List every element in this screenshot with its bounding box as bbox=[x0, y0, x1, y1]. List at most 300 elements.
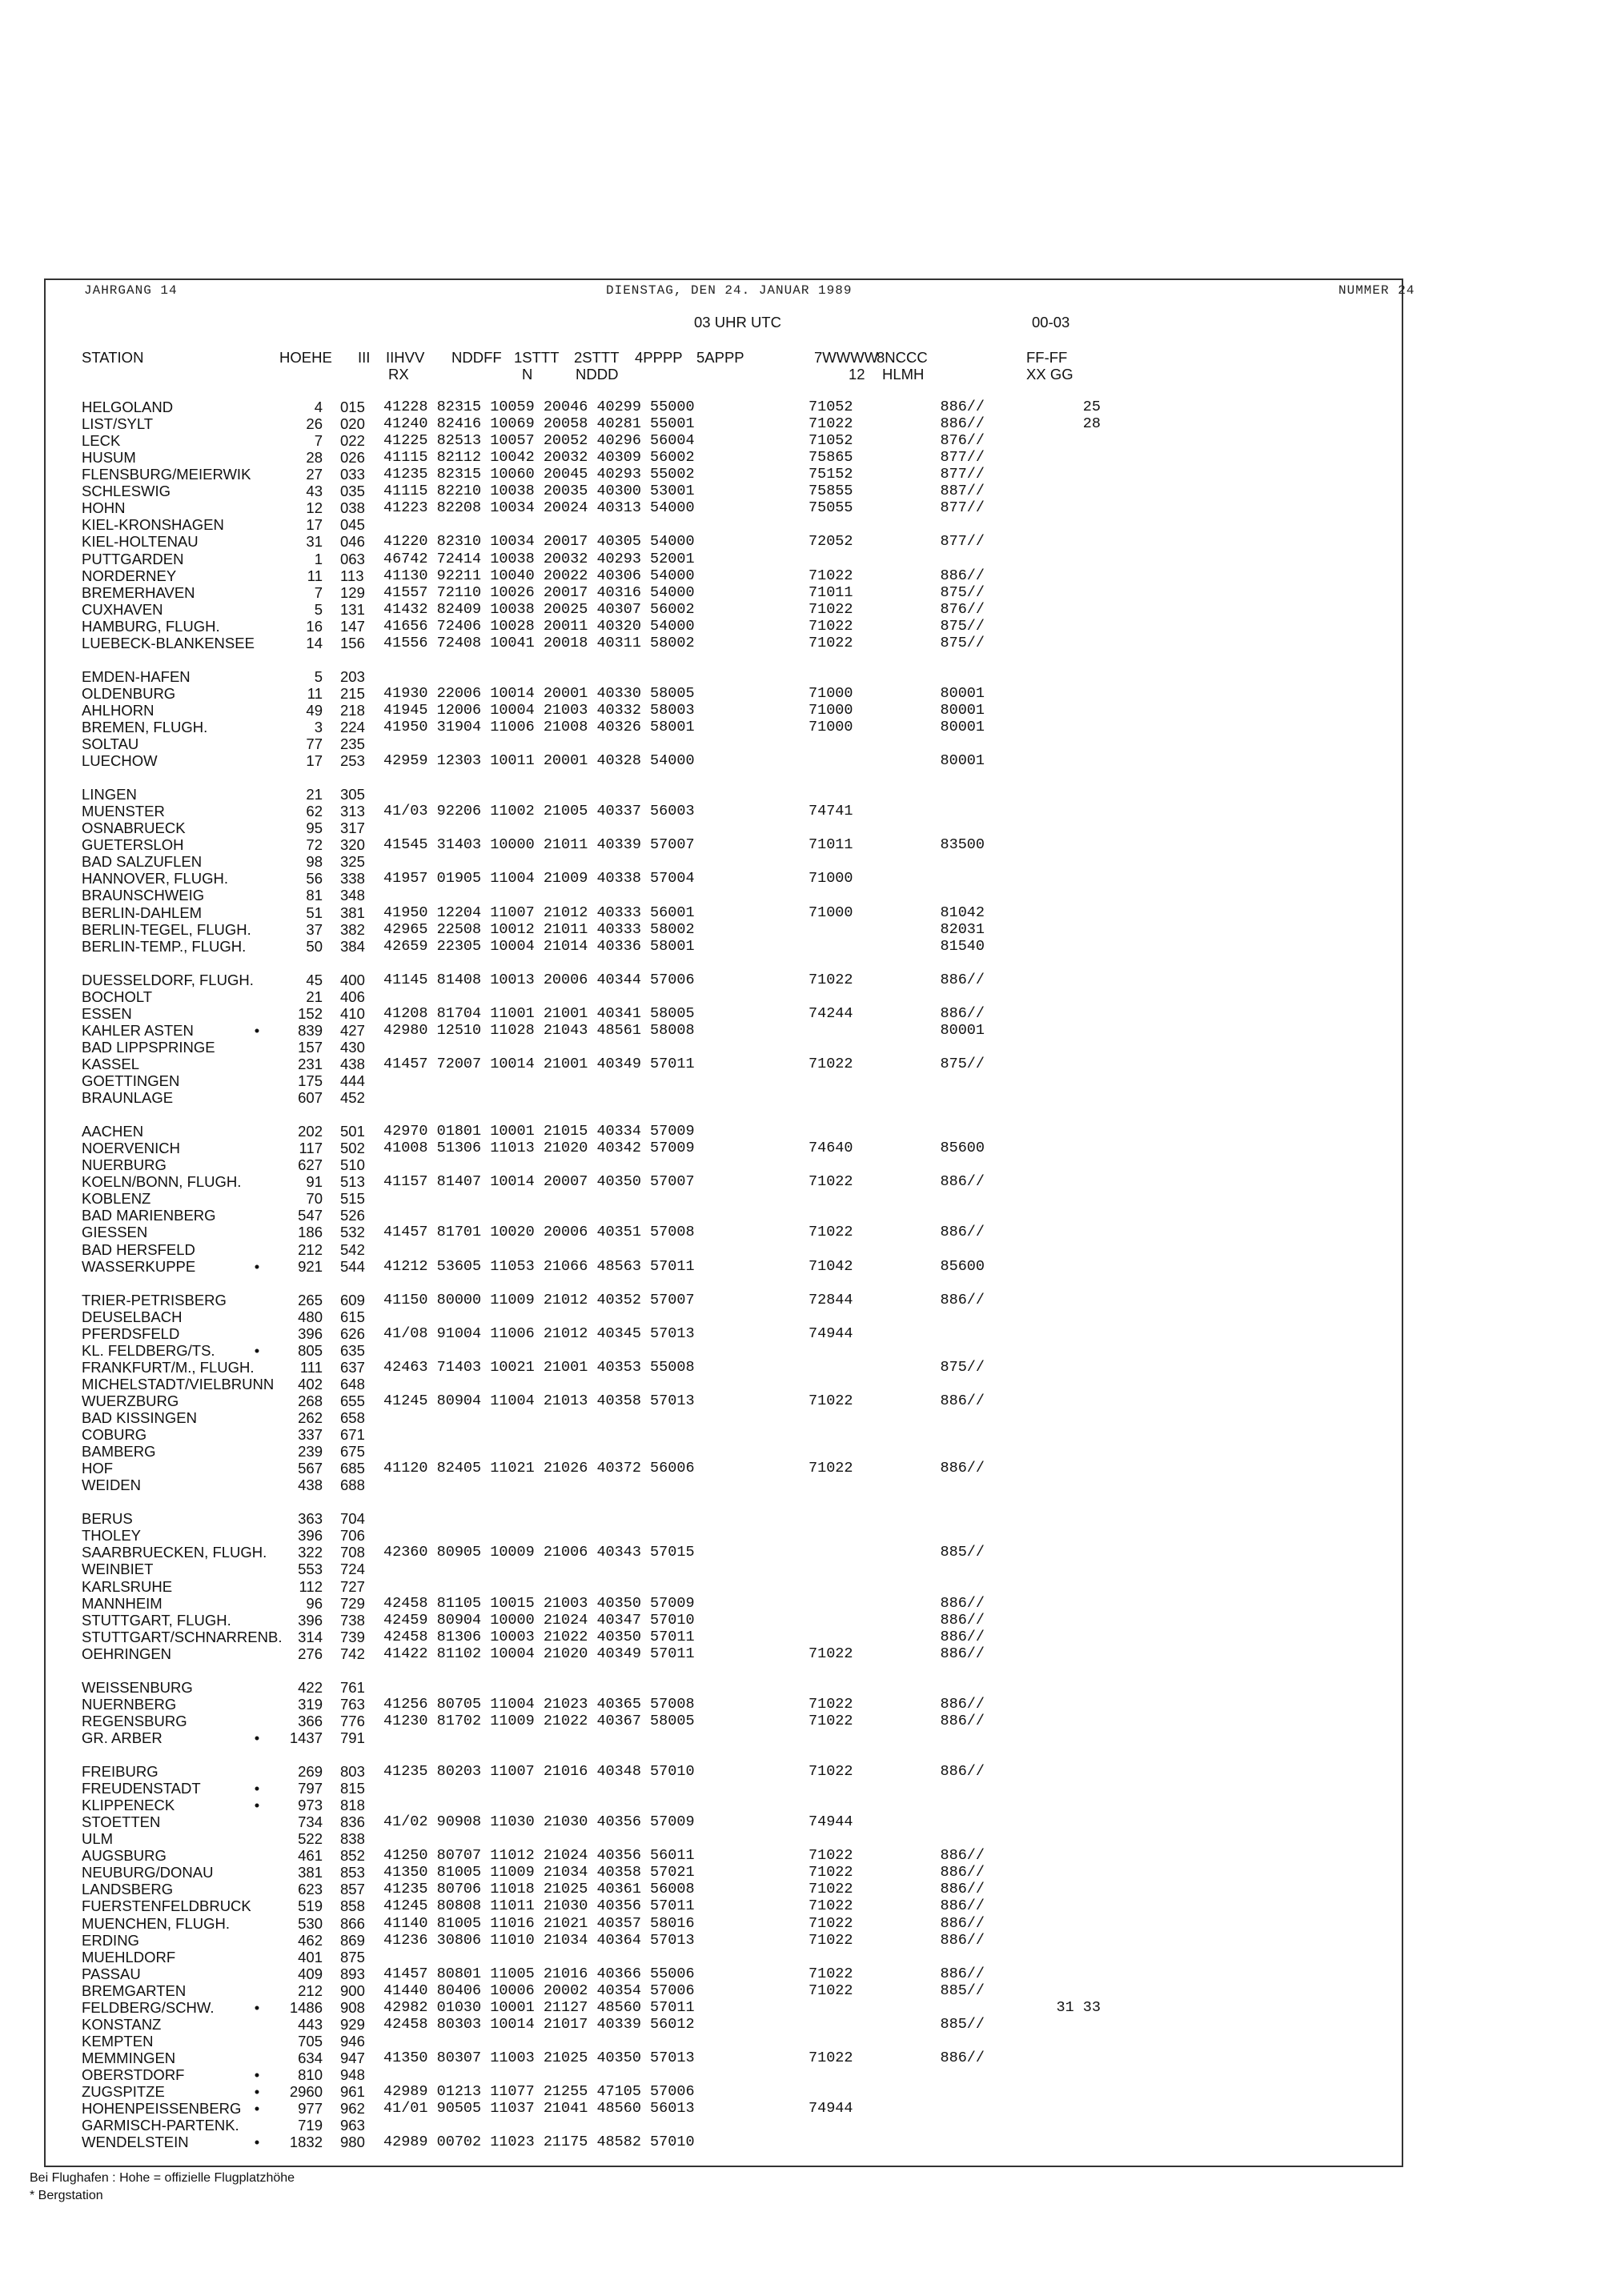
observation-groups: 41950 12204 11007 21012 40333 56001 bbox=[383, 904, 695, 921]
station-number: 858 bbox=[340, 1897, 365, 1915]
station-number: 946 bbox=[340, 2032, 365, 2050]
station-name: KASSEL bbox=[82, 1055, 139, 1072]
station-number: 317 bbox=[340, 819, 365, 837]
station-height: 519 bbox=[298, 1897, 323, 1915]
cloud-group: 875// bbox=[940, 634, 985, 651]
station-name: HOHENPEISSENBERG bbox=[82, 2100, 242, 2117]
station-height: 623 bbox=[298, 1881, 323, 1898]
col-group4: 2STTT bbox=[574, 349, 620, 366]
station-name: BERLIN-DAHLEM bbox=[82, 904, 203, 921]
table-row bbox=[46, 1072, 1402, 1089]
station-name: GOETTINGEN bbox=[82, 1072, 180, 1089]
station-name: REGENSBURG bbox=[82, 1712, 187, 1729]
station-name: BRAUNSCHWEIG bbox=[82, 887, 205, 904]
table-row bbox=[46, 1005, 1402, 1022]
observation-groups: 41150 80000 11009 21012 40352 57007 bbox=[383, 1291, 695, 1308]
station-height: 62 bbox=[306, 803, 323, 820]
observation-groups: 41245 80904 11004 21013 40358 57013 bbox=[383, 1392, 695, 1409]
observation-groups: 41/08 91004 11006 21012 40345 57013 bbox=[383, 1324, 695, 1342]
table-row bbox=[46, 1797, 1402, 1813]
table-row bbox=[46, 1392, 1402, 1409]
station-height: 91 bbox=[306, 1173, 323, 1191]
cloud-group: 82031 bbox=[940, 920, 985, 938]
table-row bbox=[46, 1325, 1402, 1342]
observation-groups: 42459 80904 10000 21024 40347 57010 bbox=[383, 1611, 695, 1629]
station-height: 337 bbox=[298, 1426, 323, 1443]
cloud-group: 877// bbox=[940, 466, 985, 483]
col-group8: 8NCCC bbox=[877, 349, 928, 366]
observation-groups: 41235 80706 11018 21025 40361 56008 bbox=[383, 1881, 695, 1898]
cloud-group: 875// bbox=[940, 1358, 985, 1376]
station-height: 553 bbox=[298, 1561, 323, 1578]
col-group1-sub: RX bbox=[388, 366, 409, 383]
cloud-group: 886// bbox=[940, 1931, 985, 1949]
station-name: KARLSRUHE bbox=[82, 1577, 173, 1595]
station-height: 262 bbox=[298, 1409, 323, 1426]
station-name: LIST/SYLT bbox=[82, 415, 154, 433]
table-row bbox=[46, 1561, 1402, 1577]
station-height: 627 bbox=[298, 1156, 323, 1174]
station-number: 020 bbox=[340, 415, 365, 433]
table-row bbox=[46, 2134, 1402, 2150]
station-name: WEISSENBURG bbox=[82, 1678, 193, 1696]
table-row bbox=[46, 2100, 1402, 2117]
table-row bbox=[46, 1477, 1402, 1493]
observation-groups: 41230 81702 11009 21022 40367 58005 bbox=[383, 1712, 695, 1729]
table-row bbox=[46, 668, 1402, 685]
station-height: 719 bbox=[298, 2117, 323, 2134]
station-name: MICHELSTADT/VIELBRUNN bbox=[82, 1375, 275, 1392]
table-row bbox=[46, 1241, 1402, 1258]
station-name: LINGEN bbox=[82, 786, 137, 803]
weather-group: 71011 bbox=[809, 583, 853, 601]
station-number: 438 bbox=[340, 1055, 365, 1072]
station-height: 49 bbox=[306, 701, 323, 719]
cloud-group: 80001 bbox=[940, 701, 985, 719]
table-row bbox=[46, 1224, 1402, 1240]
station-height: 186 bbox=[298, 1224, 323, 1241]
cloud-group: 886// bbox=[940, 1897, 985, 1915]
station-name: MUENCHEN, FLUGH. bbox=[82, 1914, 231, 1932]
table-row bbox=[46, 735, 1402, 752]
station-height: 21 bbox=[306, 988, 323, 1005]
cloud-group: 875// bbox=[940, 617, 985, 635]
station-name: NOERVENICH bbox=[82, 1140, 181, 1157]
station-number: 131 bbox=[340, 600, 365, 618]
weather-group: 71022 bbox=[809, 617, 853, 635]
station-height: 921 bbox=[298, 1257, 323, 1275]
report-sheet bbox=[44, 278, 1415, 2167]
station-name: KONSTANZ bbox=[82, 2015, 162, 2033]
station-height: 26 bbox=[306, 415, 323, 433]
station-height: 402 bbox=[298, 1375, 323, 1392]
observation-groups: 42965 22508 10012 21011 40333 58002 bbox=[383, 920, 695, 938]
table-row bbox=[46, 1897, 1402, 1914]
station-number: 900 bbox=[340, 1981, 365, 1999]
table-row bbox=[46, 1612, 1402, 1629]
cloud-group: 886// bbox=[940, 1763, 985, 1780]
cloud-group: 886// bbox=[940, 1628, 985, 1645]
table-row bbox=[46, 1359, 1402, 1376]
station-height: 322 bbox=[298, 1544, 323, 1561]
table-row bbox=[46, 1629, 1402, 1645]
weather-group: 74944 bbox=[809, 2100, 853, 2117]
observation-groups: 41950 31904 11006 21008 40326 58001 bbox=[383, 719, 695, 735]
weather-group: 71022 bbox=[809, 1055, 853, 1072]
station-number: 129 bbox=[340, 583, 365, 601]
col-group4-sub: NDDD bbox=[576, 366, 619, 383]
station-name: BERUS bbox=[82, 1510, 133, 1528]
cloud-group: 886// bbox=[940, 1004, 985, 1022]
weather-group: 71022 bbox=[809, 1645, 853, 1662]
station-number: 869 bbox=[340, 1931, 365, 1949]
station-name: WASSERKUPPE bbox=[82, 1257, 196, 1275]
cloud-group: 886// bbox=[940, 1847, 985, 1865]
station-name: DEUSELBACH bbox=[82, 1308, 183, 1325]
footnote-mountain: * Bergstation bbox=[30, 2189, 103, 2202]
station-number: 815 bbox=[340, 1780, 365, 1797]
cloud-group: 876// bbox=[940, 432, 985, 450]
table-row bbox=[46, 803, 1402, 819]
station-number: 962 bbox=[340, 2100, 365, 2117]
col-group1: IIHVV bbox=[386, 349, 425, 366]
weather-group: 71022 bbox=[809, 1914, 853, 1932]
station-name: BRAUNLAGE bbox=[82, 1089, 174, 1106]
table-row bbox=[46, 1207, 1402, 1224]
observation-groups: 41350 81005 11009 21034 40358 57021 bbox=[383, 1864, 695, 1881]
cloud-group: 886// bbox=[940, 1864, 985, 1881]
table-row bbox=[46, 1915, 1402, 1932]
weather-group: 74640 bbox=[809, 1140, 853, 1157]
observation-groups: 41208 81704 11001 21001 40341 58005 bbox=[383, 1004, 695, 1022]
observation-groups: 42659 22305 10004 21014 40336 58001 bbox=[383, 937, 695, 955]
observation-groups: 41/02 90908 11030 21030 40356 57009 bbox=[383, 1813, 695, 1831]
cloud-group: 886// bbox=[940, 1645, 985, 1662]
table-row bbox=[46, 887, 1402, 904]
weather-group: 71022 bbox=[809, 1881, 853, 1898]
station-name: HANNOVER, FLUGH. bbox=[82, 870, 228, 888]
station-height: 5 bbox=[314, 600, 323, 618]
station-name: MUENSTER bbox=[82, 803, 165, 820]
station-name: HELGOLAND bbox=[82, 399, 174, 415]
station-height: 31 bbox=[306, 533, 323, 551]
station-number: 761 bbox=[340, 1678, 365, 1696]
cloud-group: 876// bbox=[940, 600, 985, 618]
table-row bbox=[46, 1292, 1402, 1308]
table-row bbox=[46, 1342, 1402, 1359]
station-height: 396 bbox=[298, 1324, 323, 1342]
station-height: 363 bbox=[298, 1510, 323, 1528]
table-row bbox=[46, 2117, 1402, 2134]
station-height: 438 bbox=[298, 1477, 323, 1494]
weather-group: 75152 bbox=[809, 466, 853, 483]
station-name: KLIPPENECK bbox=[82, 1797, 175, 1814]
table-row bbox=[46, 752, 1402, 769]
station-number: 739 bbox=[340, 1628, 365, 1645]
station-number: 763 bbox=[340, 1695, 365, 1713]
station-number: 430 bbox=[340, 1038, 365, 1056]
station-name: LANDSBERG bbox=[82, 1881, 174, 1898]
weather-group: 72844 bbox=[809, 1291, 853, 1308]
station-height: 4 bbox=[314, 399, 323, 415]
station-height: 480 bbox=[298, 1308, 323, 1325]
table-row bbox=[46, 399, 1402, 415]
station-name: HAMBURG, FLUGH. bbox=[82, 617, 220, 635]
station-name: STUTTGART/SCHNARRENB. bbox=[82, 1628, 283, 1645]
station-height: 45 bbox=[306, 971, 323, 988]
table-row bbox=[46, 719, 1402, 735]
station-height: 319 bbox=[298, 1695, 323, 1713]
station-height: 7 bbox=[314, 583, 323, 601]
weather-group: 74944 bbox=[809, 1324, 853, 1342]
station-name: AACHEN bbox=[82, 1123, 144, 1140]
station-name: THOLEY bbox=[82, 1527, 142, 1545]
station-number: 635 bbox=[340, 1341, 365, 1359]
observation-groups: 41212 53605 11053 21066 48563 57011 bbox=[383, 1257, 695, 1275]
station-number: 615 bbox=[340, 1308, 365, 1325]
station-name: BAMBERG bbox=[82, 1443, 156, 1461]
table-row bbox=[46, 836, 1402, 853]
table-row bbox=[46, 1763, 1402, 1780]
cloud-group: 875// bbox=[940, 583, 985, 601]
station-name: TRIER-PETRISBERG bbox=[82, 1291, 227, 1308]
col-group3: 1STTT bbox=[514, 349, 560, 366]
observation-groups: 42980 12510 11028 21043 48561 58008 bbox=[383, 1021, 695, 1039]
observation-groups: 42360 80905 10009 21006 40343 57015 bbox=[383, 1544, 695, 1561]
station-name: GIESSEN bbox=[82, 1224, 148, 1241]
cloud-group: 886// bbox=[940, 1392, 985, 1409]
station-height: 422 bbox=[298, 1678, 323, 1696]
table-row bbox=[46, 1830, 1402, 1847]
station-height: 1 bbox=[314, 550, 323, 567]
station-height: 11 bbox=[307, 684, 323, 702]
station-name: WEIDEN bbox=[82, 1477, 141, 1494]
station-name: ERDING bbox=[82, 1931, 139, 1949]
station-name: WENDELSTEIN bbox=[82, 2134, 189, 2151]
weather-group: 74244 bbox=[809, 1004, 853, 1022]
volume-label: JAHRGANG 14 bbox=[84, 283, 178, 298]
station-height: 2960 bbox=[289, 2083, 323, 2100]
cloud-group: 887// bbox=[940, 483, 985, 500]
station-name: PUTTGARDEN bbox=[82, 550, 184, 567]
station-name: NORDERNEY bbox=[82, 567, 177, 584]
weather-group: 71022 bbox=[809, 1460, 853, 1477]
table-row bbox=[46, 1089, 1402, 1106]
station-name: LUECHOW bbox=[82, 752, 158, 770]
observation-groups: 42989 01213 11077 21255 47105 57006 bbox=[383, 2083, 695, 2100]
observation-groups: 41440 80406 10006 20002 40354 57006 bbox=[383, 1981, 695, 1999]
station-number: 742 bbox=[340, 1645, 365, 1662]
table-row bbox=[46, 1544, 1402, 1561]
station-name: FLENSBURG/MEIERWIK bbox=[82, 466, 251, 483]
observation-groups: 41235 80203 11007 21016 40348 57010 bbox=[383, 1763, 695, 1780]
table-row bbox=[46, 1140, 1402, 1156]
station-name: BOCHOLT bbox=[82, 988, 153, 1005]
station-number: 427 bbox=[340, 1021, 365, 1039]
mountain-station-marker: • bbox=[254, 2083, 260, 2100]
observation-groups: 42982 01030 10001 21127 48560 57011 bbox=[383, 1998, 695, 2016]
time-label: 03 UHR UTC bbox=[694, 314, 781, 331]
table-row bbox=[46, 2050, 1402, 2066]
station-name: NUERNBERG bbox=[82, 1695, 177, 1713]
table-row bbox=[46, 1713, 1402, 1729]
weather-group: 71042 bbox=[809, 1257, 853, 1275]
station-number: 688 bbox=[340, 1477, 365, 1494]
observation-groups: 41115 82112 10042 20032 40309 56002 bbox=[383, 449, 695, 467]
table-row bbox=[46, 483, 1402, 499]
weather-group: 71022 bbox=[809, 1224, 853, 1241]
station-number: 452 bbox=[340, 1089, 365, 1106]
station-name: CUXHAVEN bbox=[82, 600, 163, 618]
station-name: SOLTAU bbox=[82, 735, 139, 752]
station-number: 727 bbox=[340, 1577, 365, 1595]
station-height: 567 bbox=[298, 1460, 323, 1477]
mountain-station-marker: • bbox=[254, 2066, 260, 2083]
cloud-group: 886// bbox=[940, 399, 985, 415]
station-number: 046 bbox=[340, 533, 365, 551]
station-height: 1437 bbox=[289, 1729, 323, 1746]
station-height: 21 bbox=[306, 786, 323, 803]
station-name: KOBLENZ bbox=[82, 1190, 151, 1208]
station-number: 626 bbox=[340, 1324, 365, 1342]
station-number: 803 bbox=[340, 1763, 365, 1780]
table-row bbox=[46, 516, 1402, 533]
observation-groups: 41008 51306 11013 21020 40342 57009 bbox=[383, 1140, 695, 1157]
station-height: 401 bbox=[298, 1948, 323, 1965]
station-number: 671 bbox=[340, 1426, 365, 1443]
station-name: ESSEN bbox=[82, 1004, 132, 1022]
col-iii: III bbox=[358, 349, 371, 366]
station-number: 384 bbox=[340, 937, 365, 955]
station-height: 28 bbox=[306, 449, 323, 467]
table-row bbox=[46, 685, 1402, 702]
cloud-group: 886// bbox=[940, 2049, 985, 2066]
station-name: STOETTEN bbox=[82, 1813, 161, 1831]
table-row bbox=[46, 1443, 1402, 1460]
weather-group: 74741 bbox=[809, 803, 853, 820]
station-number: 838 bbox=[340, 1830, 365, 1848]
gust-group: 25 bbox=[1082, 399, 1101, 415]
station-number: 708 bbox=[340, 1544, 365, 1561]
col-group7: 7WWWW bbox=[814, 349, 879, 366]
station-number: 776 bbox=[340, 1712, 365, 1729]
station-height: 268 bbox=[298, 1392, 323, 1409]
station-number: 648 bbox=[340, 1375, 365, 1392]
mountain-station-marker: • bbox=[254, 2100, 260, 2117]
station-name: SAARBRUECKEN, FLUGH. bbox=[82, 1544, 267, 1561]
station-number: 526 bbox=[340, 1207, 365, 1224]
station-height: 462 bbox=[298, 1931, 323, 1949]
col-group7-sub: 12 bbox=[849, 366, 865, 383]
station-height: 276 bbox=[298, 1645, 323, 1662]
station-name: PASSAU bbox=[82, 1965, 141, 1982]
cloud-group: 80001 bbox=[940, 1021, 985, 1039]
station-number: 325 bbox=[340, 853, 365, 871]
station-name: PFERDSFELD bbox=[82, 1324, 180, 1342]
station-height: 95 bbox=[306, 819, 323, 837]
table-row bbox=[46, 449, 1402, 466]
table-row bbox=[46, 415, 1402, 432]
station-name: BREMERHAVEN bbox=[82, 583, 195, 601]
station-height: 7 bbox=[314, 432, 323, 450]
table-row bbox=[46, 1510, 1402, 1527]
station-number: 655 bbox=[340, 1392, 365, 1409]
station-height: 157 bbox=[298, 1038, 323, 1056]
table-row bbox=[46, 567, 1402, 584]
cloud-group: 875// bbox=[940, 1055, 985, 1072]
table-row bbox=[46, 1729, 1402, 1746]
observation-groups: 41228 82315 10059 20046 40299 55000 bbox=[383, 399, 695, 415]
station-height: 37 bbox=[306, 920, 323, 938]
cloud-group: 885// bbox=[940, 1544, 985, 1561]
observation-groups: 41250 80707 11012 21024 40356 56011 bbox=[383, 1847, 695, 1865]
table-row bbox=[46, 1949, 1402, 1965]
station-number: 875 bbox=[340, 1948, 365, 1965]
station-height: 152 bbox=[298, 1004, 323, 1022]
observation-groups: 41457 81701 10020 20006 40351 57008 bbox=[383, 1224, 695, 1241]
station-height: 366 bbox=[298, 1712, 323, 1729]
station-name: WEINBIET bbox=[82, 1561, 154, 1578]
observation-groups: 41225 82513 10057 20052 40296 56004 bbox=[383, 432, 695, 450]
cloud-group: 886// bbox=[940, 1695, 985, 1713]
station-height: 212 bbox=[298, 1981, 323, 1999]
weather-group: 71022 bbox=[809, 415, 853, 433]
station-number: 853 bbox=[340, 1864, 365, 1881]
cloud-group: 886// bbox=[940, 1224, 985, 1241]
col-group3-sub: N bbox=[522, 366, 533, 383]
cloud-group: 83500 bbox=[940, 836, 985, 854]
weather-group: 75865 bbox=[809, 449, 853, 467]
station-name: KL. FELDBERG/TS. bbox=[82, 1341, 215, 1359]
station-height: 265 bbox=[298, 1291, 323, 1308]
table-row bbox=[46, 1932, 1402, 1949]
station-name: BAD LIPPSPRINGE bbox=[82, 1038, 215, 1056]
station-height: 547 bbox=[298, 1207, 323, 1224]
station-height: 409 bbox=[298, 1965, 323, 1982]
station-height: 239 bbox=[298, 1443, 323, 1461]
station-height: 734 bbox=[298, 1813, 323, 1831]
table-row bbox=[46, 432, 1402, 449]
observation-groups: 41223 82208 10034 20024 40313 54000 bbox=[383, 499, 695, 517]
station-name: EMDEN-HAFEN bbox=[82, 667, 191, 685]
table-row bbox=[46, 1409, 1402, 1426]
table-row bbox=[46, 584, 1402, 601]
cloud-group: 885// bbox=[940, 1981, 985, 1999]
station-number: 724 bbox=[340, 1561, 365, 1578]
table-row bbox=[46, 1679, 1402, 1696]
station-height: 381 bbox=[298, 1864, 323, 1881]
station-name: SCHLESWIG bbox=[82, 483, 171, 500]
station-name: NUERBURG bbox=[82, 1156, 167, 1174]
station-number: 038 bbox=[340, 499, 365, 517]
station-number: 729 bbox=[340, 1594, 365, 1612]
station-height: 51 bbox=[306, 904, 323, 921]
table-row bbox=[46, 2083, 1402, 2100]
station-number: 510 bbox=[340, 1156, 365, 1174]
cloud-group: 80001 bbox=[940, 719, 985, 735]
station-number: 675 bbox=[340, 1443, 365, 1461]
weather-group: 71022 bbox=[809, 1763, 853, 1780]
station-number: 022 bbox=[340, 432, 365, 450]
table-row bbox=[46, 1578, 1402, 1595]
station-name: HUSUM bbox=[82, 449, 136, 467]
station-name: LECK bbox=[82, 432, 121, 450]
observation-groups: 42463 71403 10021 21001 40353 55008 bbox=[383, 1358, 695, 1376]
weather-group: 71022 bbox=[809, 1897, 853, 1915]
mountain-station-marker: • bbox=[254, 1341, 260, 1359]
weather-group: 71052 bbox=[809, 432, 853, 450]
station-number: 382 bbox=[340, 920, 365, 938]
